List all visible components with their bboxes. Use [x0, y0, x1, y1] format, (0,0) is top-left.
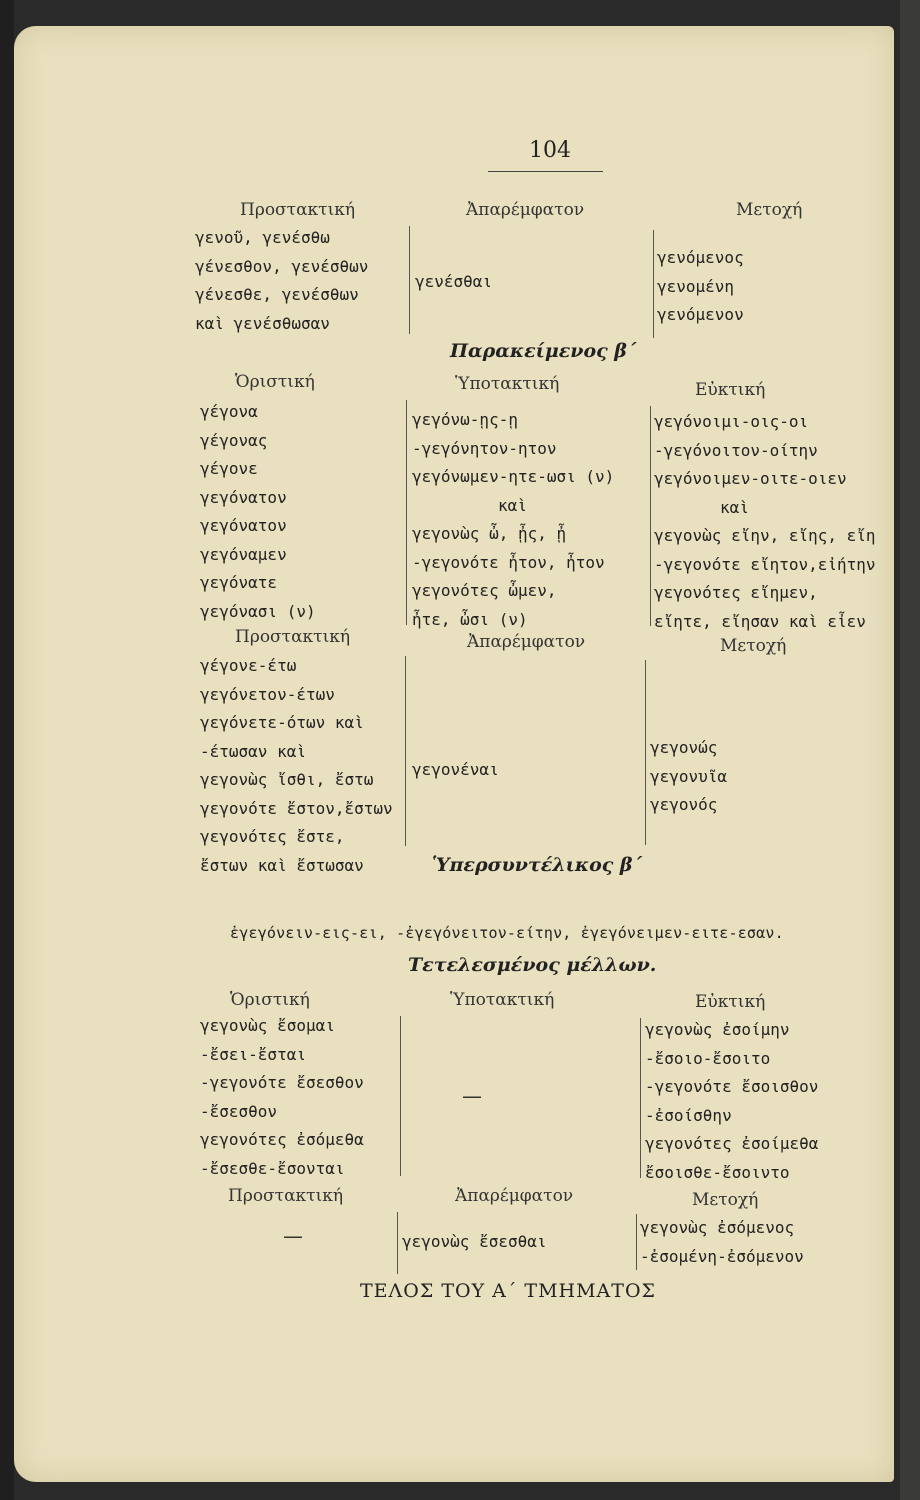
page-number-rule — [488, 171, 603, 172]
book-spine — [0, 0, 14, 1500]
s4-imperative-header: Προστακτική — [228, 1186, 344, 1206]
list-item: εἴητε, εἴησαν καὶ εἶεν — [654, 611, 866, 631]
s2-optative-header: Εὐκτική — [695, 380, 766, 400]
s4-subjunctive-value: — — [462, 1084, 482, 1108]
list-item: γεγόνωμεν-ητε-ωσι (ν) — [412, 467, 615, 486]
list-item: γέγονε — [200, 459, 258, 478]
s4-indicative-list — [200, 1012, 364, 1183]
list-item: -ἔσοιο-ἔσοιτο — [645, 1048, 771, 1068]
s3-line: ἐγεγόνειν-εις-ει, -ἐγεγόνειτον-είτην, ἐγεγόνειμεν-ειτε-εσαν. — [230, 924, 784, 942]
list-item: -έτωσαν καὶ — [200, 741, 306, 761]
column-rule — [397, 1212, 398, 1274]
list-item: -ἐσοίσθην — [645, 1105, 732, 1125]
list-item: γεγόνετε-ότων καὶ — [200, 713, 364, 732]
column-rule — [636, 1214, 637, 1270]
list-item: καὶ γενέσθωσαν — [195, 313, 330, 333]
list-item: -γεγόνοιτον-οίτην — [654, 440, 818, 460]
s2-indicative-list — [200, 398, 316, 626]
list-item: γενόμενος — [657, 248, 744, 267]
list-item: γενοῦ, γενέσθω — [195, 228, 330, 247]
list-item: γέγονας — [200, 430, 268, 450]
book-edge — [900, 0, 920, 1500]
s2-indicative-header: Ὁριστική — [235, 372, 315, 392]
s4-participle-header: Μετοχή — [692, 1190, 759, 1210]
s4-title: Τετελεσμένος μέλλων. — [408, 954, 657, 976]
list-item: ἔστων καὶ ἔστωσαν — [200, 855, 364, 875]
s4-subjunctive-header: Ὑποτακτική — [450, 990, 555, 1010]
list-item: -ἐσομένη-ἐσόμενον — [640, 1246, 804, 1266]
s2-subjunctive-list — [412, 406, 614, 634]
list-item: -γεγόνητον-ητον — [412, 438, 557, 458]
list-item: -ἔσεσθε-ἔσονται — [200, 1158, 345, 1178]
list-item: γέγονα — [200, 402, 258, 421]
list-item: ἔσοισθε-ἔσοιντο — [645, 1162, 790, 1182]
list-item: -γεγονότε ἦτον, ἦτον — [412, 552, 605, 572]
s2-infinitive-value: γεγονέναι — [412, 760, 499, 779]
list-item: ἦτε, ὦσι (ν) — [412, 609, 528, 629]
list-item: γεγόναμεν — [200, 544, 287, 564]
list-item: γεγονότες ἐσοίμεθα — [645, 1134, 819, 1153]
list-item: γεγόνετον-έτων — [200, 684, 335, 704]
column-rule — [653, 230, 654, 338]
s2-optative-list — [654, 408, 876, 636]
s2-participle-list — [650, 734, 727, 820]
s2-imperative-header: Προστακτική — [235, 627, 351, 647]
list-item: γεγόνω-ῃς-ῃ — [412, 410, 518, 429]
list-item: γεγόνατον — [200, 516, 287, 535]
list-item: γένεσθον, γενέσθων — [195, 256, 369, 276]
s2-imperative-list — [200, 652, 393, 880]
list-item: καὶ — [720, 497, 749, 517]
list-item: -γεγονότε ἔσεσθον — [200, 1073, 364, 1092]
list-item: -γεγονότε ἔσοισθον — [645, 1077, 819, 1096]
column-rule — [645, 660, 646, 845]
s1-participle-list — [657, 244, 744, 330]
list-item: -γεγονότε εἴητον,εἰήτην — [654, 554, 876, 574]
list-item: γεγονότες ἐσόμεθα — [200, 1130, 364, 1149]
s1-imperative-header: Προστακτική — [240, 200, 356, 220]
list-item: γεγονώς — [650, 738, 718, 757]
footer-end-of-part: ΤΕΛΟΣ ΤΟΥ Α΄ ΤΜΗΜΑΤΟΣ — [360, 1280, 656, 1302]
s2-infinitive-header: Ἀπαρέμφατον — [467, 632, 586, 652]
s1-infinitive-value: γενέσθαι — [415, 272, 493, 291]
column-rule — [405, 656, 406, 846]
list-item: γέγονε-έτω — [200, 656, 297, 675]
list-item: γεγονότες εἴημεν, — [654, 583, 818, 602]
page-number: 104 — [529, 138, 571, 163]
s2-title: Παρακείμενος β΄ — [450, 340, 637, 362]
list-item: γεγονυῖα — [650, 766, 728, 786]
list-item: γενομένη — [657, 276, 735, 296]
list-item: γεγονὼς ὦ, ᾖς, ᾖ — [412, 524, 567, 543]
column-rule — [640, 1018, 641, 1178]
list-item: γενόμενον — [657, 305, 744, 324]
s2-subjunctive-header: Ὑποτακτική — [455, 374, 560, 394]
s4-infinitive-header: Ἀπαρέμφατον — [455, 1186, 574, 1206]
s1-imperative-list — [195, 224, 368, 338]
list-item: γένεσθε, γενέσθων — [195, 285, 359, 304]
list-item: γεγονὼς ἴσθι, ἔστω — [200, 770, 374, 789]
column-rule — [409, 226, 410, 334]
s4-participle-list — [640, 1214, 804, 1271]
s3-title: Ὑπερσυντέλικος β΄ — [432, 854, 643, 876]
list-item: γεγόνατον — [200, 487, 287, 507]
list-item: γεγόνοιμεν-οιτε-οιεν — [654, 469, 847, 488]
s1-participle-header: Μετοχή — [736, 200, 803, 220]
s4-imperative-value: — — [283, 1224, 303, 1248]
s4-indicative-header: Ὁριστική — [230, 990, 310, 1010]
list-item: -ἔσει-ἔσται — [200, 1044, 306, 1064]
list-item: γεγονός — [650, 795, 718, 814]
s2-participle-header: Μετοχή — [720, 636, 787, 656]
column-rule — [650, 406, 651, 626]
s1-infinitive-header: Ἀπαρέμφατον — [466, 200, 585, 220]
list-item: γεγονότε ἔστον,ἔστων — [200, 798, 393, 818]
list-item: γεγονὼς ἔσομαι — [200, 1016, 335, 1035]
column-rule — [406, 400, 407, 625]
list-item: -ἔσεσθον — [200, 1101, 278, 1121]
list-item: γεγόνατε — [200, 573, 278, 592]
list-item: γεγόνασι (ν) — [200, 601, 316, 621]
s4-optative-list — [645, 1016, 818, 1187]
s4-infinitive-value: γεγονὼς ἔσεσθαι — [402, 1232, 547, 1251]
column-rule — [400, 1016, 401, 1176]
list-item: γεγονὼς ἐσόμενος — [640, 1218, 795, 1237]
list-item: γεγονὼς ἐσοίμην — [645, 1020, 790, 1039]
list-item: καὶ — [498, 495, 527, 515]
list-item: γεγονότες ὦμεν, — [412, 581, 557, 600]
list-item: γεγονότες ἔστε, — [200, 827, 345, 846]
list-item: γεγόνοιμι-οις-οι — [654, 412, 809, 431]
list-item: γεγονὼς εἴην, εἴης, εἴη — [654, 526, 876, 545]
s4-optative-header: Εὐκτική — [695, 992, 766, 1012]
